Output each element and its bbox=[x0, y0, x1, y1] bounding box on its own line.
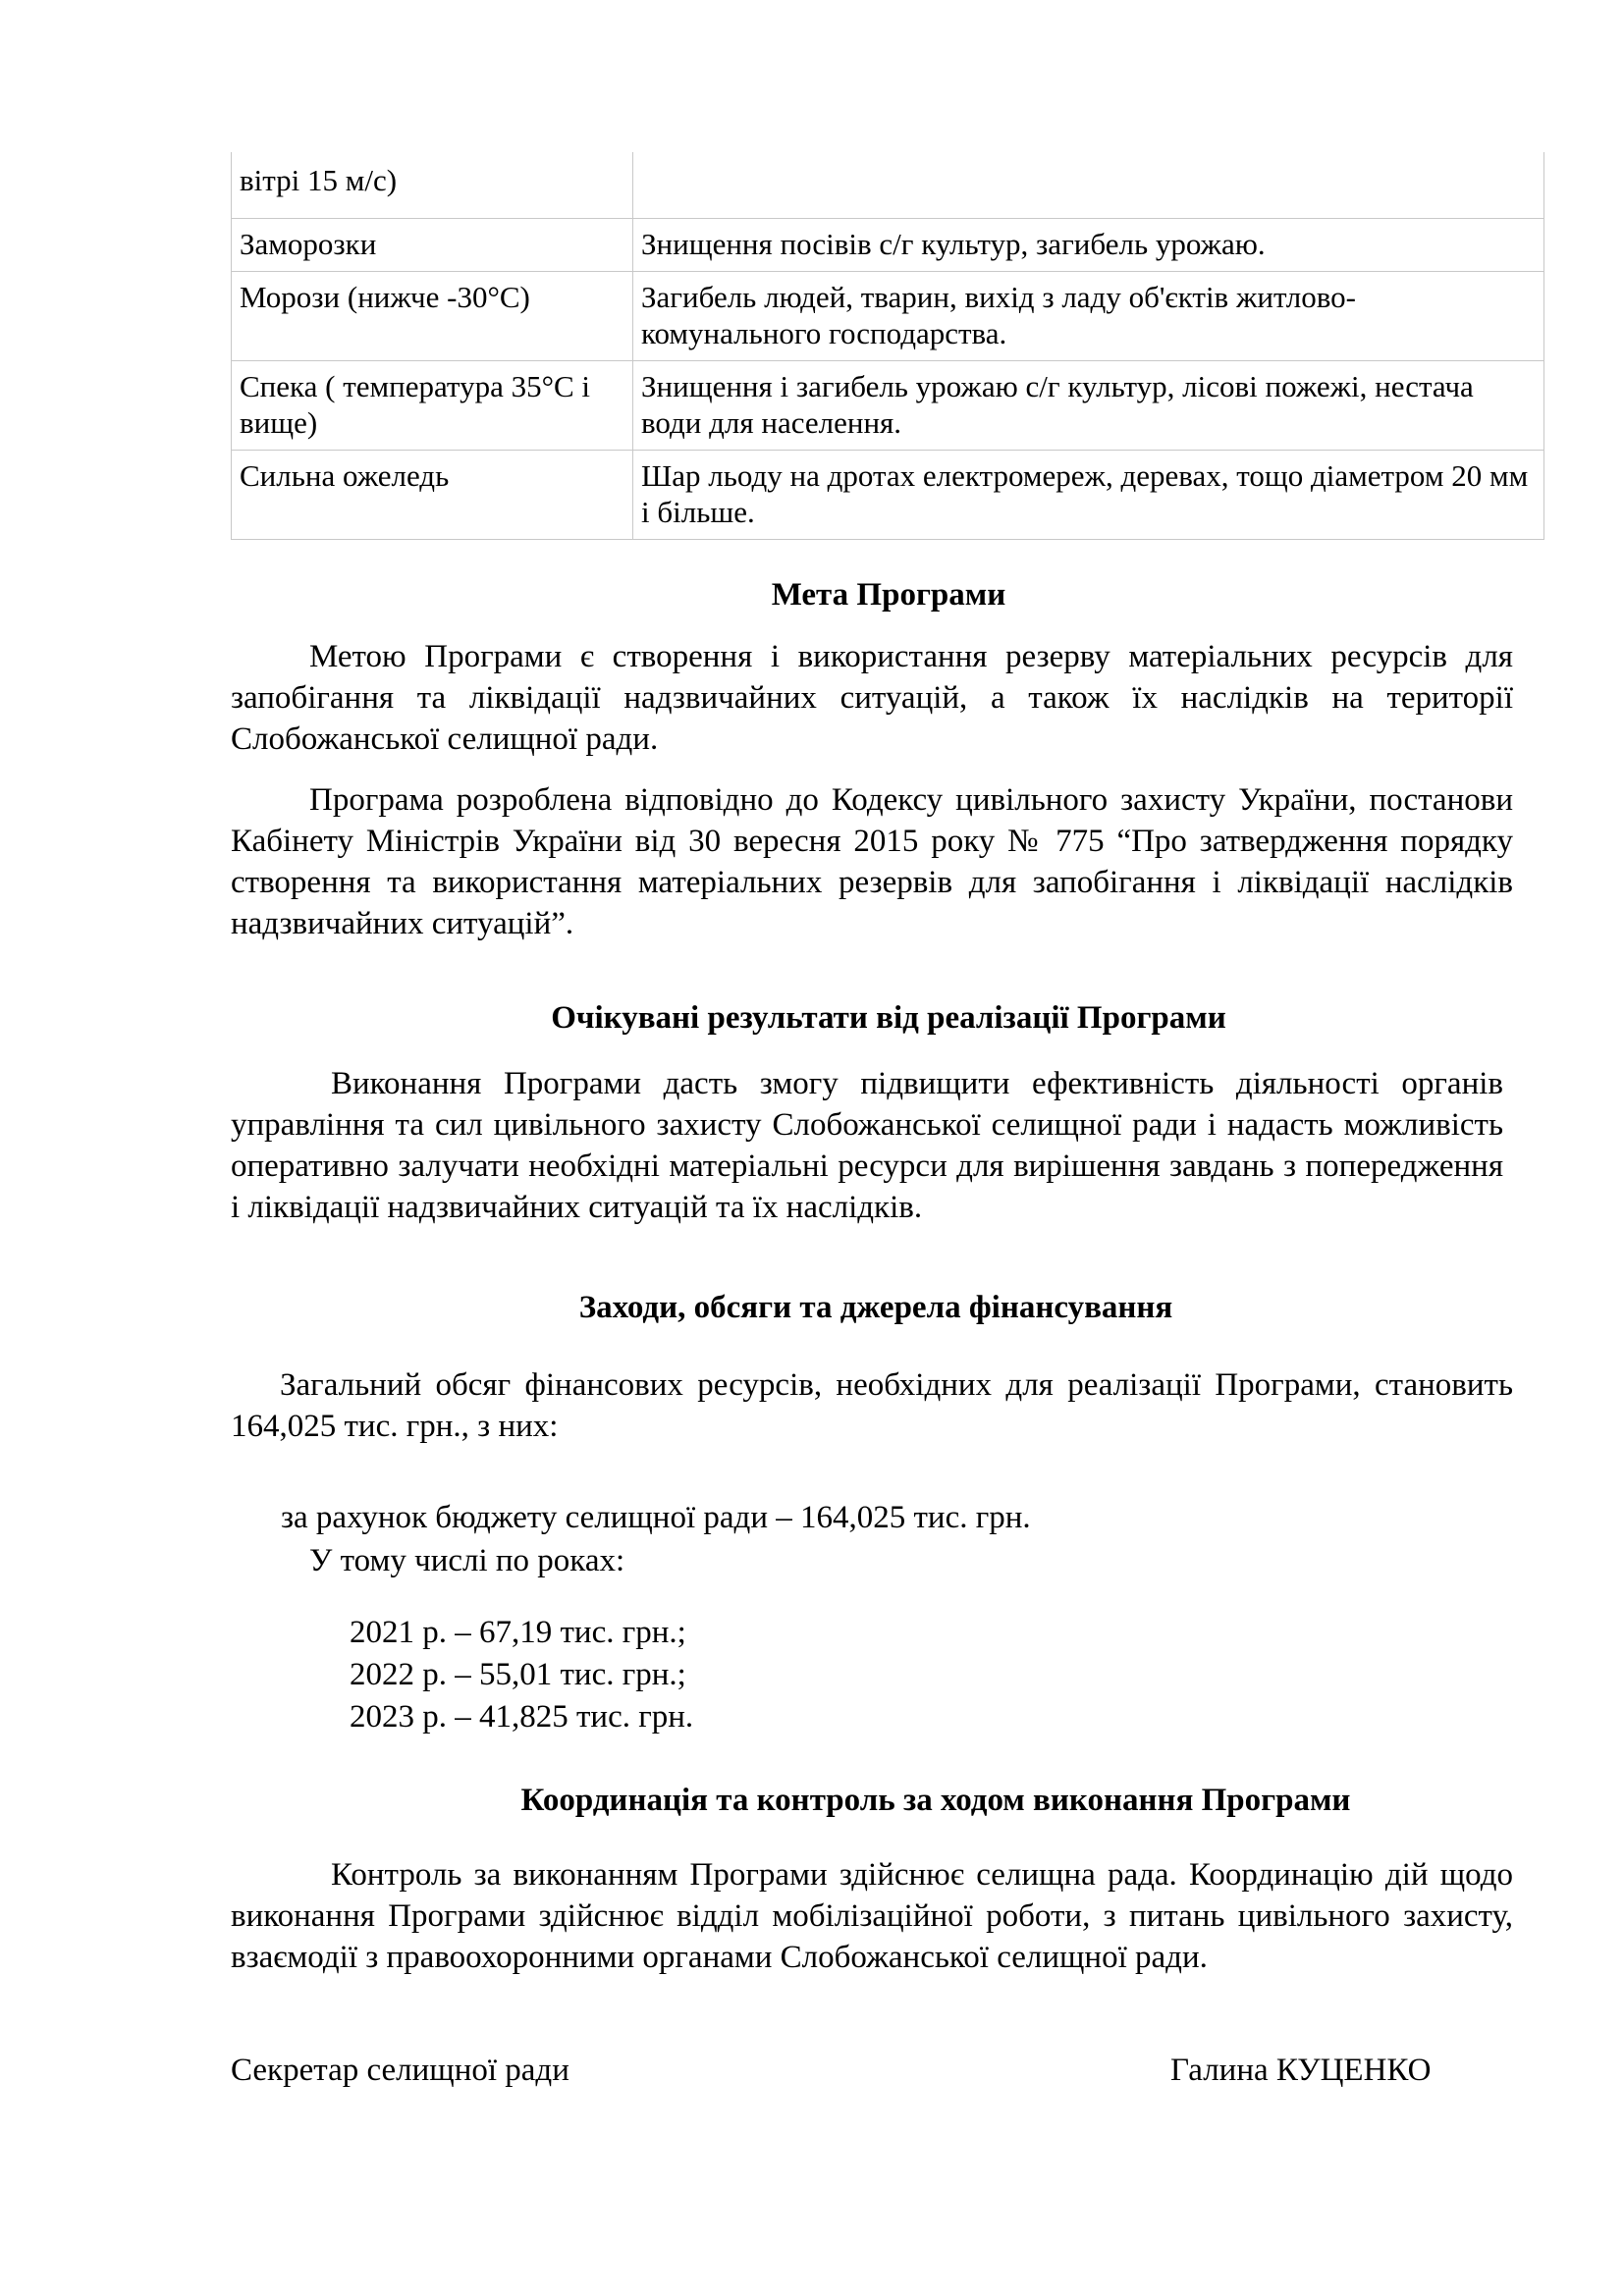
by-years-label: У тому числі по роках: bbox=[309, 1543, 625, 1578]
financing-paragraph bbox=[231, 1364, 1513, 1447]
table-row bbox=[232, 152, 1544, 219]
goal-paragraph-2-text: Програма розроблена відповідно до Кодексу цивільного захисту України, постанови Кабінету Міністрів України від 30 вересня 2015 року № 775 “Про затвердження порядку створення та використання матеріальних резервів для запобігання і ліквідації наслідків надзвичайних ситуацій”. bbox=[231, 782, 1513, 941]
results-paragraph-text: Виконання Програми дасть змогу підвищити ефективність діяльності органів управління та сил цивільного захисту Слобожанської селищної ради і надасть можливість оперативно залучати необхідні матеріальні ресурси для вирішення завдань з попередження і ліквідації надзвичайних ситуацій та їх наслідків. bbox=[231, 1066, 1503, 1225]
consequence-cell: Знищення і загибель урожаю с/г культур, лісові пожежі, нестача води для населення. bbox=[633, 361, 1544, 451]
goal-paragraph-1 bbox=[231, 636, 1513, 760]
table-row bbox=[232, 361, 1544, 451]
year-line-2022: 2022 р. – 55,01 тис. грн.; bbox=[350, 1657, 686, 1692]
results-heading: Очікувані результати від реалізації Програми bbox=[551, 1000, 1226, 1036]
control-heading: Координація та контроль за ходом виконання Програми bbox=[520, 1783, 1351, 1818]
consequence-cell: Загибель людей, тварин, вихід з ладу об'єктів житлово-комунального господарства. bbox=[633, 272, 1544, 361]
phenomenon-cell: Спека ( температура 35°С і вище) bbox=[232, 361, 633, 451]
financing-heading: Заходи, обсяги та джерела фінансування bbox=[578, 1290, 1173, 1325]
phenomenon-cell: вітрі 15 м/с) bbox=[232, 152, 633, 219]
year-line-2021: 2021 р. – 67,19 тис. грн.; bbox=[350, 1615, 686, 1650]
consequence-cell: Знищення посівів с/г культур, загибель урожаю. bbox=[633, 219, 1544, 272]
consequence-cell: Шар льоду на дротах електромереж, деревах, тощо діаметром 20 мм і більше. bbox=[633, 451, 1544, 540]
budget-line: за рахунок бюджету селищної ради – 164,025 тис. грн. bbox=[281, 1500, 1031, 1535]
table-row bbox=[232, 272, 1544, 361]
goal-heading: Мета Програми bbox=[771, 577, 1006, 613]
phenomenon-cell: Морози (нижче -30°С) bbox=[232, 272, 633, 361]
signature-position: Секретар селищної ради bbox=[231, 2053, 569, 2088]
control-paragraph bbox=[231, 1854, 1513, 1978]
phenomenon-cell: Заморозки bbox=[232, 219, 633, 272]
phenomenon-cell: Сильна ожеледь bbox=[232, 451, 633, 540]
table-row bbox=[232, 451, 1544, 540]
financing-paragraph-text: Загальний обсяг фінансових ресурсів, необхідних для реалізації Програми, становить 164,025 тис. грн., з них: bbox=[231, 1367, 1513, 1444]
signature-name: Галина КУЦЕНКО bbox=[1170, 2053, 1432, 2088]
year-line-2023: 2023 р. – 41,825 тис. грн. bbox=[350, 1699, 694, 1735]
control-paragraph-text: Контроль за виконанням Програми здійснює селищна рада. Координацію дій щодо виконання Програми здійснює відділ мобілізаційної роботи, з питань цивільного захисту, взаємодії з правоохоронними органами Слобожанської селищної ради. bbox=[231, 1857, 1513, 1975]
goal-paragraph-2 bbox=[231, 779, 1513, 944]
table-row bbox=[232, 219, 1544, 272]
goal-paragraph-1-text: Метою Програми є створення і використання резерву матеріальних ресурсів для запобігання та ліквідації надзвичайних ситуацій, а також їх наслідків на території Слобожанської селищної ради. bbox=[231, 639, 1513, 757]
results-paragraph bbox=[231, 1063, 1503, 1228]
hazard-table bbox=[231, 152, 1544, 540]
consequence-cell bbox=[633, 152, 1544, 219]
